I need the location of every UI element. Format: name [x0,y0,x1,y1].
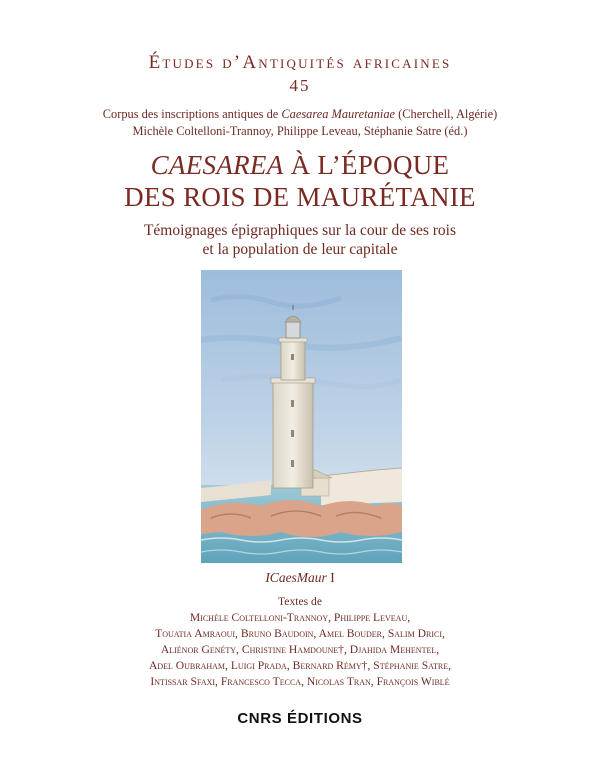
editors-line: Michèle Coltelloni-Trannoy, Philippe Leveau, Stéphanie Satre (éd.) [132,124,468,138]
subtitle-line-1: Témoignages épigraphiques sur la cour de ses rois [143,222,457,239]
title-line-1 [0,150,600,181]
collection-label [0,570,600,586]
lighthouse-painting [201,270,402,563]
contributor-line: Adel Oubraham, Luigi Prada, Bernard Rémy†, Stéphanie Satre, [148,659,452,672]
contributor-line: Touatia Amraoui, Bruno Baudoin, Amel Bouder, Salim Drici, [155,627,445,640]
series-number: 45 [289,76,311,95]
title-line-2: DES ROIS DE MAURÉTANIE [124,182,476,212]
collection-abbrev: ICaesMaur [265,570,327,585]
publisher-logo: CNRS ÉDITIONS [237,710,363,727]
series-name: Études d’Antiquités africaines [148,52,452,73]
corpus-line [0,107,600,122]
contributor-line: Intissar Sfaxi, Francesco Tecca, Nicolas Tran, François Wiblé [150,675,450,688]
contributor-line: Michèle Coltelloni-Trannoy, Philippe Leveau, [189,611,411,624]
contributors-heading: Textes de [278,595,322,608]
corpus-suffix: (Cherchell, Algérie) [395,107,498,121]
subtitle-line-2: et la population de leur capitale [202,241,398,258]
title-caesarea: CAESAREA [150,150,284,180]
corpus-prefix: Corpus des inscriptions antiques de [102,107,282,121]
corpus-site: Caesarea Mauretaniae [281,107,396,121]
collection-volume: I [326,570,335,585]
contributor-line: Aliénor Genéty, Christine Hamdoune†, Djahida Mehentel, [160,643,440,656]
title-line-1-rest: À L’ÉPOQUE [283,150,450,180]
